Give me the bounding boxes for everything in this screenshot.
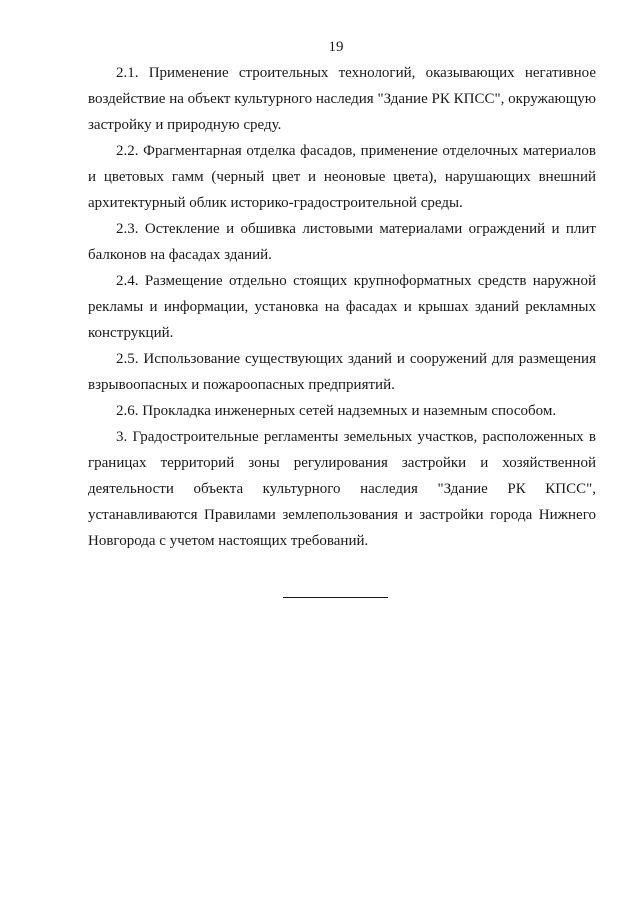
- paragraph-2-6: 2.6. Прокладка инженерных сетей надземных и наземным способом.: [116, 403, 557, 419]
- page-number: 19: [328, 39, 344, 55]
- paragraph-2-1: 2.1. Применение строительных технологий, оказывающих негативное воздействие на объект культурного наследия "Здание РК КПСС", окружающую застройку и природную среду.: [88, 65, 596, 133]
- paragraph-3: 3. Градостроительные регламенты земельных участков, расположенных в границах территорий зоны регулирования застройки и хозяйственной деятельности объекта культурного наследия "Здание РК КПСС", устанавливаются Правилами землепользования и застройки города Нижнего Новгорода с учетом настоящих требований.: [88, 429, 596, 549]
- document-body: [88, 60, 596, 554]
- paragraph-2-4: 2.4. Размещение отдельно стоящих крупноформатных средств наружной рекламы и информации, установка на фасадах и крышах зданий рекламных конструкций.: [88, 273, 596, 341]
- end-separator-line: [283, 597, 388, 598]
- paragraph-2-2: 2.2. Фрагментарная отделка фасадов, применение отделочных материалов и цветовых гамм (черный цвет и неоновые цвета), нарушающих внешний архитектурный облик историко-градостроительной среды.: [88, 143, 596, 211]
- paragraph-2-3: 2.3. Остекление и обшивка листовыми материалами ограждений и плит балконов на фасадах зданий.: [88, 221, 596, 263]
- paragraph-2-5: 2.5. Использование существующих зданий и сооружений для размещения взрывоопасных и пожароопасных предприятий.: [88, 351, 596, 393]
